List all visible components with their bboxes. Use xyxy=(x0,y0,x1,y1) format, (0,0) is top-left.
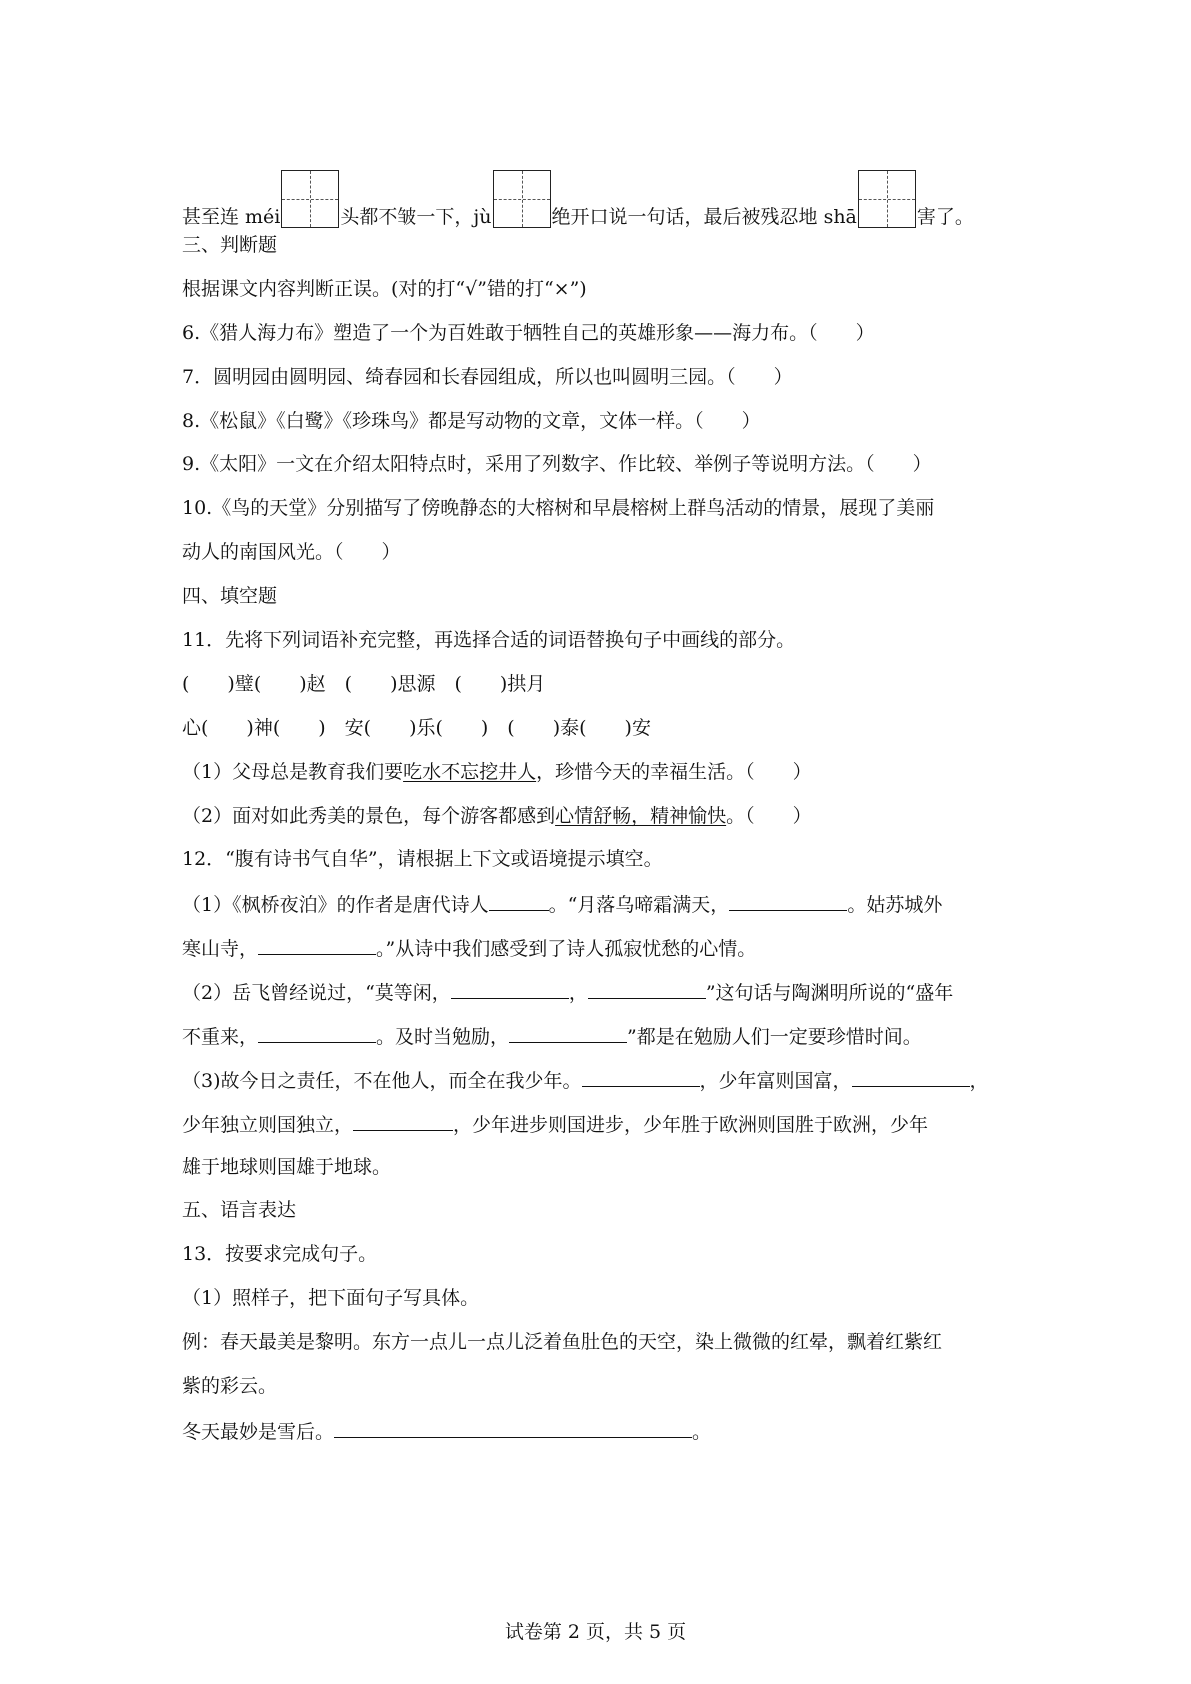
question-12: 12．“腹有诗书气自华”，请根据上下文或语境提示填空。 xyxy=(182,848,663,870)
fill-blank[interactable] xyxy=(588,980,706,999)
example-line1: 例：春天最美是黎明。东方一点儿一点儿泛着鱼肚色的天空，染上微微的红晕，飘着红紫红 xyxy=(182,1331,943,1353)
fill-blank[interactable] xyxy=(258,1024,376,1043)
text: 。 xyxy=(692,1421,712,1443)
pinyin-text-4: 害了。 xyxy=(916,206,974,228)
fill-blank[interactable] xyxy=(334,1419,692,1438)
tian-grid-box-2[interactable] xyxy=(493,170,551,228)
text: 。及时当勉励， xyxy=(376,1026,510,1048)
text: 冬天最妙是雪后。 xyxy=(182,1421,335,1443)
tian-grid-box-3[interactable] xyxy=(858,170,916,228)
question-12-3-line2 xyxy=(182,1112,928,1136)
text: 寒山寺， xyxy=(182,938,259,960)
text: ，少年富则国富， xyxy=(699,1070,852,1092)
question-10-line2[interactable]: 动人的南国风光。（ ） xyxy=(182,541,401,563)
sentence-text: ，珍惜今天的幸福生活。（ ） xyxy=(536,761,812,783)
section-heading: 三、判断题 xyxy=(182,234,278,256)
question-10-line1[interactable]: 10.《鸟的天堂》分别描写了傍晚静态的大榕树和早晨榕树上群鸟活动的情景，展现了美丽 xyxy=(182,497,935,519)
words-row-2[interactable]: 心( )神( ) 安( )乐( ) ( )泰( )安 xyxy=(182,717,651,739)
words-row-1[interactable]: ( )璧( )赵 ( )思源 ( )拱月 xyxy=(182,673,546,695)
instruction: 根据课文内容判断正误。(对的打“√”错的打“×”) xyxy=(182,278,587,300)
text: ，少年进步则国进步，少年胜于欧洲则国胜于欧洲，少年 xyxy=(453,1114,929,1136)
sentence-2[interactable] xyxy=(182,805,812,827)
question-7[interactable]: 7．圆明园由圆明园、绮春园和长春园组成，所以也叫圆明三园。（ ） xyxy=(182,366,793,388)
fill-blank[interactable] xyxy=(509,1024,627,1043)
fill-blank[interactable] xyxy=(582,1068,700,1087)
question-12-3-line1 xyxy=(182,1068,989,1092)
tian-grid-box-1[interactable] xyxy=(281,170,339,228)
question-12-1-line2 xyxy=(182,936,756,960)
section-heading: 五、语言表达 xyxy=(182,1199,297,1221)
pinyin-fill-line xyxy=(182,170,974,228)
underlined-phrase: 心情舒畅，精神愉快 xyxy=(555,805,727,827)
sentence-text: （1）父母总是教育我们要 xyxy=(182,761,404,783)
fill-blank[interactable] xyxy=(451,980,569,999)
fill-blank[interactable] xyxy=(852,1068,970,1087)
section-heading: 四、填空题 xyxy=(182,585,278,607)
question-13: 13．按要求完成句子。 xyxy=(182,1243,378,1265)
text: 不重来， xyxy=(182,1026,259,1048)
sentence-text: （2）面对如此秀美的景色，每个游客都感到 xyxy=(182,805,556,827)
pinyin-text-3: 绝开口说一句话，最后被残忍地 shā xyxy=(551,206,857,228)
example-line2: 紫的彩云。 xyxy=(182,1375,278,1397)
pinyin-text-2: 头都不皱一下，jù xyxy=(340,206,492,228)
pinyin-text-1: 甚至连 méi xyxy=(182,206,281,228)
question-13-1: （1）照样子，把下面句子写具体。 xyxy=(182,1287,480,1309)
question-9[interactable]: 9.《太阳》一文在介绍太阳特点时，采用了列数字、作比较、举例子等说明方法。（ ） xyxy=(182,453,932,475)
text: 。”从诗中我们感受到了诗人孤寂忧愁的心情。 xyxy=(376,938,757,960)
question-12-2-line1 xyxy=(182,980,953,1004)
sentence-1[interactable] xyxy=(182,761,812,783)
text: ”都是在勉励人们一定要珍惜时间。 xyxy=(627,1026,922,1048)
text: 。姑苏城外 xyxy=(847,894,943,916)
fill-blank[interactable] xyxy=(258,936,376,955)
question-12-2-line2 xyxy=(182,1024,922,1048)
page-footer: 试卷第 2 页，共 5 页 xyxy=(504,1621,687,1643)
fill-blank[interactable] xyxy=(489,892,549,911)
text: （2）岳飞曾经说过，“莫等闲， xyxy=(182,982,451,1004)
text: ， xyxy=(568,982,588,1004)
text: （3)故今日之责任，不在他人，而全在我少年。 xyxy=(182,1070,582,1092)
winter-sentence xyxy=(182,1419,711,1443)
text: 。“月落乌啼霜满天， xyxy=(548,894,730,916)
question-6[interactable]: 6.《猎人海力布》塑造了一个为百姓敢于牺牲自己的英雄形象——海力布。（ ） xyxy=(182,322,875,344)
fill-blank[interactable] xyxy=(729,892,847,911)
text: ”这句话与陶渊明所说的“盛年 xyxy=(705,982,954,1004)
text: 少年独立则国独立， xyxy=(182,1114,354,1136)
question-8[interactable]: 8.《松鼠》《白鹭》《珍珠鸟》都是写动物的文章，文体一样。（ ） xyxy=(182,410,761,432)
fill-blank[interactable] xyxy=(353,1112,453,1131)
underlined-phrase: 吃水不忘挖井人 xyxy=(403,761,537,783)
question-12-3-line3: 雄于地球则国雄于地球。 xyxy=(182,1156,392,1178)
question-12-1-line1 xyxy=(182,892,942,916)
text: ， xyxy=(969,1070,989,1092)
text: （1）《枫桥夜泊》的作者是唐代诗人 xyxy=(182,894,489,916)
question-11: 11．先将下列词语补充完整，再选择合适的词语替换句子中画线的部分。 xyxy=(182,629,796,651)
sentence-text: 。（ ） xyxy=(726,805,812,827)
